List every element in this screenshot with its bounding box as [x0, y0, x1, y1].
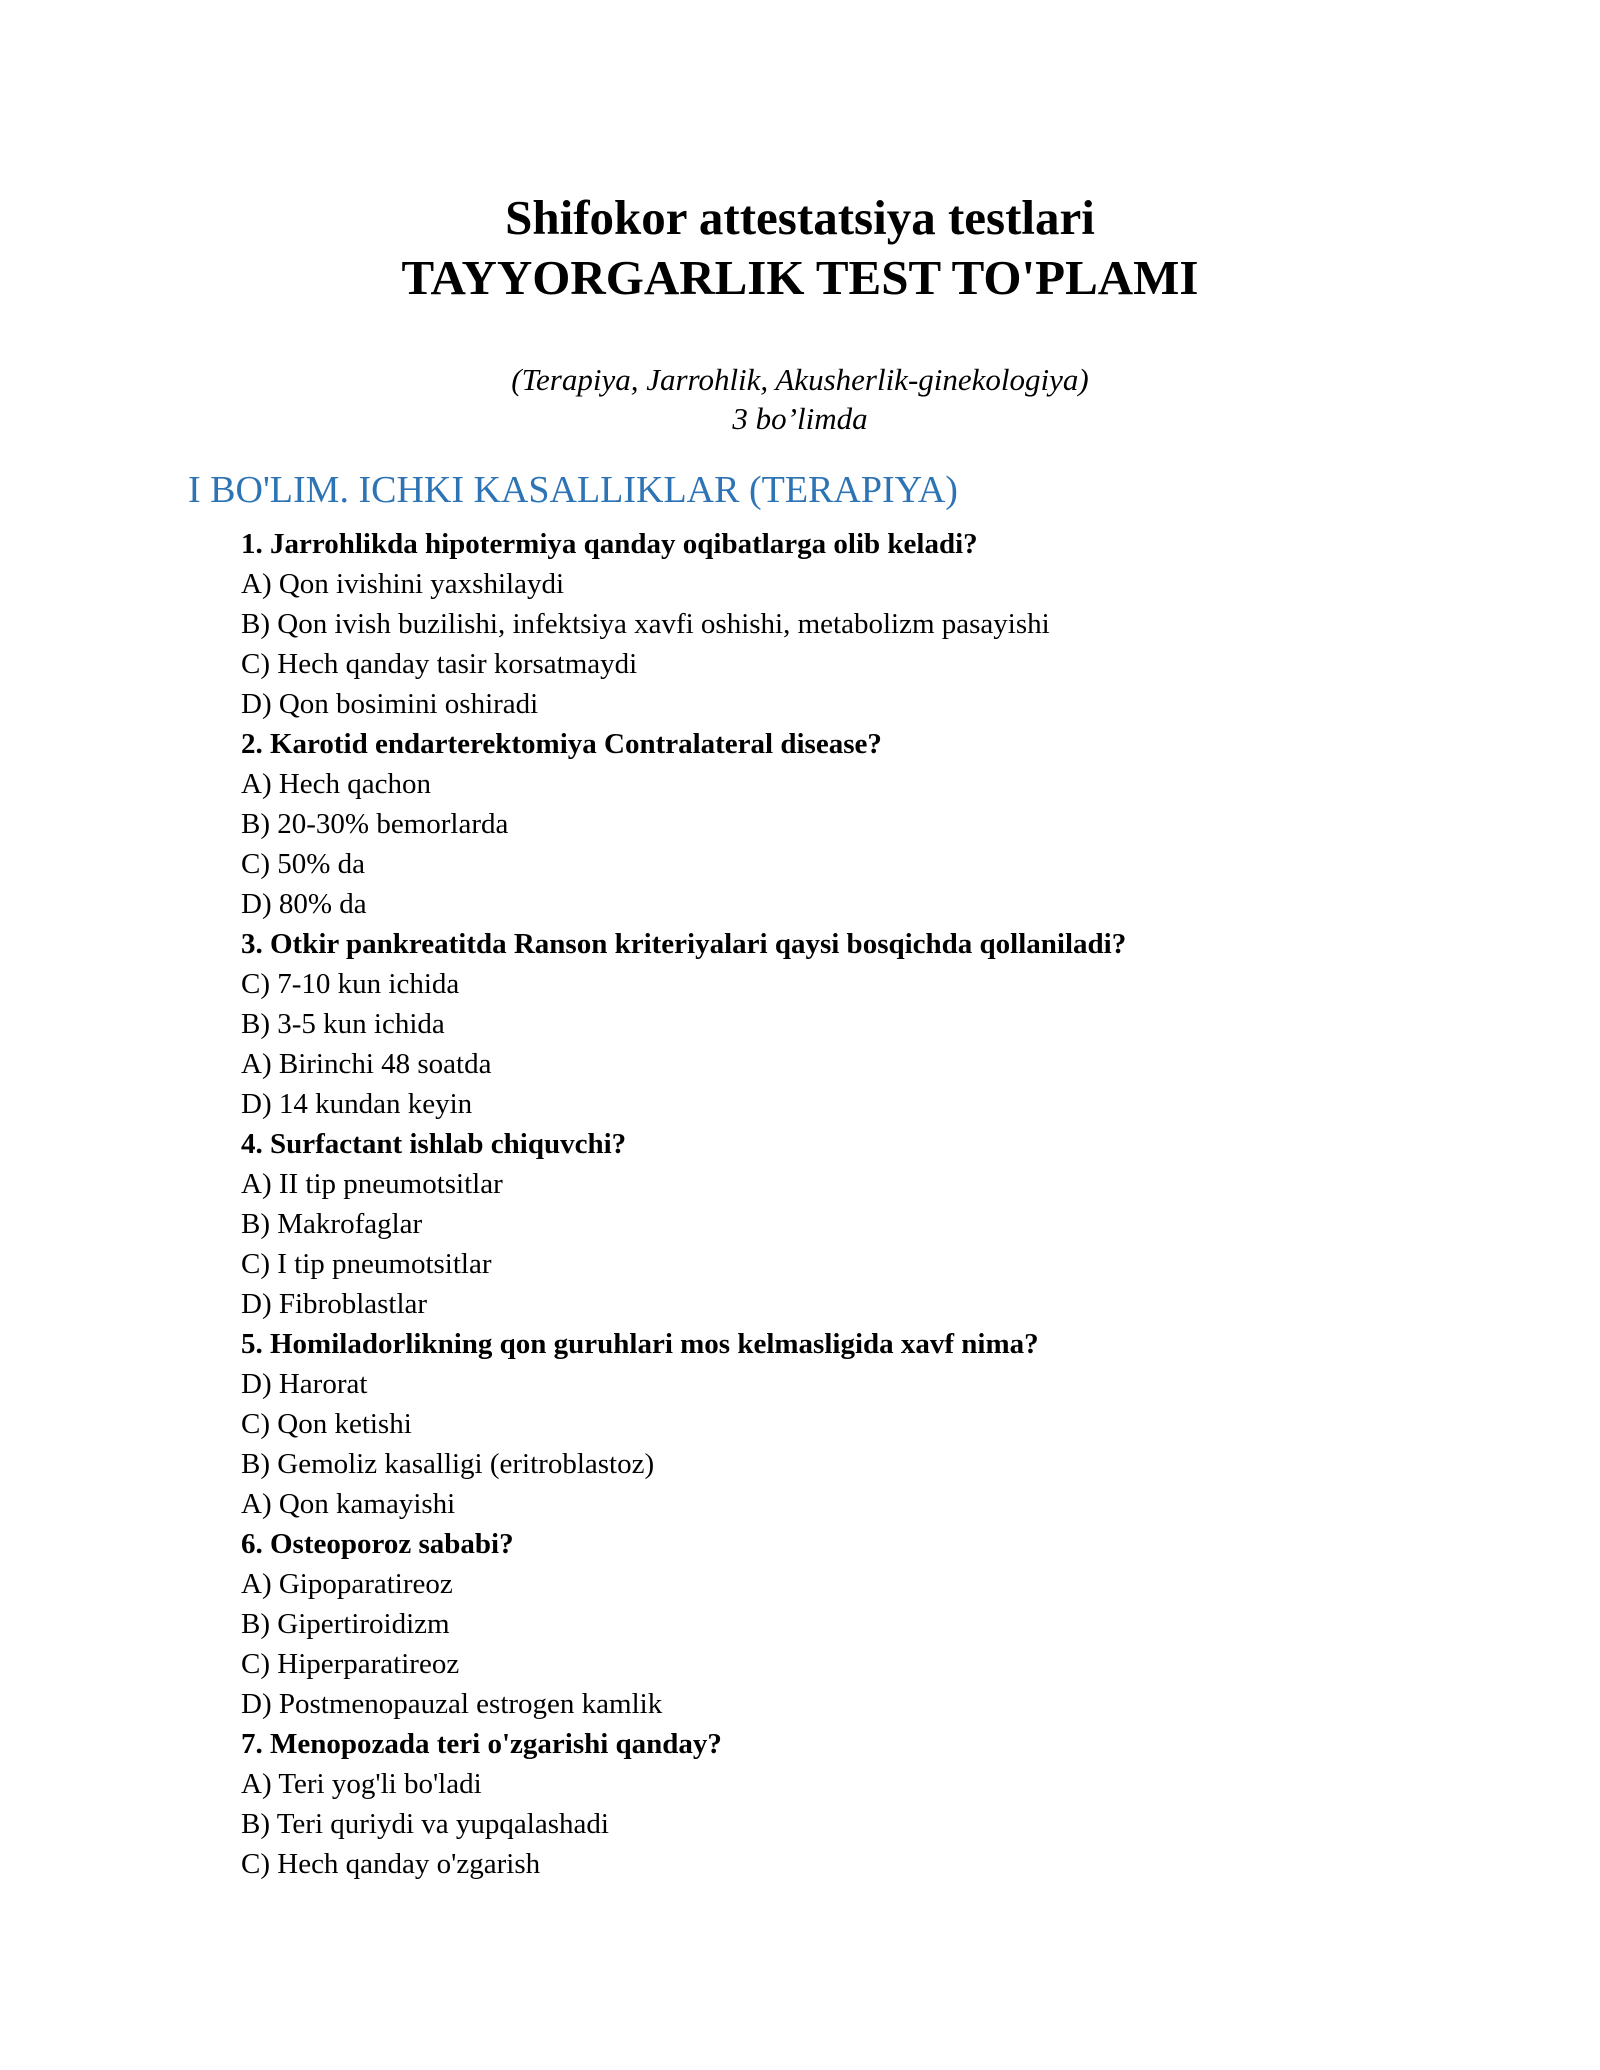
question-1-option-4: D) Qon bosimini oshiradi: [241, 688, 539, 720]
question-2-text: 2. Karotid endarterektomiya Contralateral disease?: [241, 728, 882, 760]
question-5-option-3: B) Gemoliz kasalligi (eritroblastoz): [241, 1448, 655, 1480]
question-6-option-1: A) Gipoparatireoz: [241, 1568, 453, 1600]
question-1-option-3: C) Hech qanday tasir korsatmaydi: [241, 648, 638, 680]
question-5-text: 5. Homiladorlikning qon guruhlari mos kelmasligida xavf nima?: [241, 1328, 1039, 1360]
question-4-option-2: B) Makrofaglar: [241, 1208, 423, 1240]
question-4-option-1: A) II tip pneumotsitlar: [241, 1168, 503, 1200]
question-2-option-4: D) 80% da: [241, 888, 367, 920]
question-7-option-2: B) Teri quriydi va yupqalashadi: [241, 1808, 609, 1840]
question-3-option-2: B) 3-5 kun ichida: [241, 1008, 445, 1040]
question-6-option-4: D) Postmenopauzal estrogen kamlik: [241, 1688, 663, 1720]
question-7-text: 7. Menopozada teri o'zgarishi qanday?: [241, 1728, 722, 1760]
question-6-option-2: B) Gipertiroidizm: [241, 1608, 450, 1640]
question-1-option-1: A) Qon ivishini yaxshilaydi: [241, 568, 565, 600]
question-7-option-1: A) Teri yog'li bo'ladi: [241, 1768, 482, 1800]
question-7-option-3: C) Hech qanday o'zgarish: [241, 1848, 541, 1880]
question-4-option-4: D) Fibroblastlar: [241, 1288, 428, 1320]
title-block: [0, 188, 1600, 308]
question-2-option-1: A) Hech qachon: [241, 768, 432, 800]
document-parts-note: 3 bo’limda: [732, 401, 868, 436]
question-6-option-3: C) Hiperparatireoz: [241, 1648, 460, 1680]
question-5-option-1: D) Harorat: [241, 1368, 368, 1400]
document-title-secondary: TAYYORGARLIK TEST TO'PLAMI: [401, 250, 1199, 305]
question-5-option-4: A) Qon kamayishi: [241, 1488, 456, 1520]
question-2-option-2: B) 20-30% bemorlarda: [241, 808, 509, 840]
question-list: [241, 524, 1441, 1884]
document-title: Shifokor attestatsiya testlari: [505, 190, 1095, 245]
subtitle-block: [0, 360, 1600, 438]
question-3-option-3: A) Birinchi 48 soatda: [241, 1048, 492, 1080]
question-3-option-1: C) 7-10 kun ichida: [241, 968, 460, 1000]
question-6-text: 6. Osteoporoz sababi?: [241, 1528, 514, 1560]
question-4-text: 4. Surfactant ishlab chiquvchi?: [241, 1128, 627, 1160]
question-2-option-3: C) 50% da: [241, 848, 366, 880]
question-5-option-2: C) Qon ketishi: [241, 1408, 412, 1440]
question-3-text: 3. Otkir pankreatitda Ranson kriteriyalari qaysi bosqichda qollaniladi?: [241, 928, 1127, 960]
question-1-option-2: B) Qon ivish buzilishi, infektsiya xavfi oshishi, metabolizm pasayishi: [241, 608, 1050, 640]
question-4-option-3: C) I tip pneumotsitlar: [241, 1248, 492, 1280]
question-3-option-4: D) 14 kundan keyin: [241, 1088, 473, 1120]
question-1-text: 1. Jarrohlikda hipotermiya qanday oqibatlarga olib keladi?: [241, 528, 978, 560]
section-heading: I BO'LIM. ICHKI KASALLIKLAR (TERAPIYA): [188, 469, 958, 511]
document-subtitle: (Terapiya, Jarrohlik, Akusherlik-ginekologiya): [511, 362, 1089, 397]
